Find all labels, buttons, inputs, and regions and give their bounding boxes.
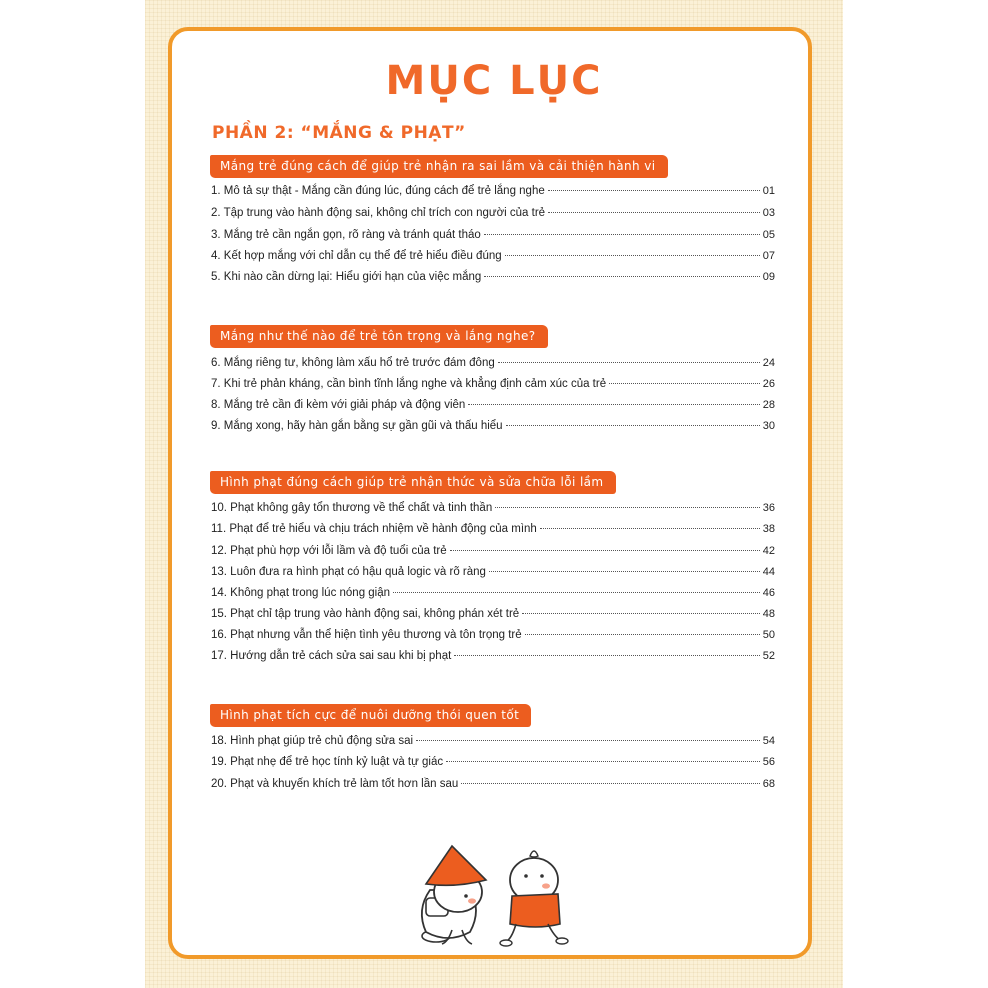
leader-dots [609, 383, 760, 384]
toc-entry[interactable] [211, 420, 775, 440]
leader-dots [548, 190, 760, 191]
toc-entry-page: 07 [762, 250, 775, 262]
toc-entry-text: 17. Hướng dẫn trẻ cách sửa sai sau khi bị phạt [211, 650, 452, 662]
toc-entry-page: 44 [762, 566, 775, 578]
leader-dots [522, 613, 760, 614]
mascot-illustration [408, 832, 578, 952]
section-banner: Hình phạt tích cực để nuôi dưỡng thói quen tốt [210, 704, 531, 727]
toc-entry[interactable] [211, 629, 775, 649]
toc-entry[interactable] [211, 399, 775, 419]
toc-entry[interactable] [211, 229, 775, 249]
toc-entry-page: 56 [762, 756, 775, 768]
section-banner: Mắng trẻ đúng cách để giúp trẻ nhận ra sai lầm và cải thiện hành vi [210, 155, 668, 178]
toc-entry[interactable] [211, 756, 775, 776]
leader-dots [454, 655, 759, 656]
toc-entry[interactable] [211, 523, 775, 543]
toc-entry-text: 4. Kết hợp mắng với chỉ dẫn cụ thể để trẻ hiểu điều đúng [211, 250, 502, 262]
leader-dots [489, 571, 760, 572]
toc-entry-page: 42 [762, 545, 775, 557]
toc-entry-page: 68 [762, 778, 775, 790]
toc-entry-page: 05 [762, 229, 775, 241]
leader-dots [498, 362, 760, 363]
toc-entry-text: 13. Luôn đưa ra hình phạt có hậu quả logic và rõ ràng [211, 566, 486, 578]
toc-entry[interactable] [211, 566, 775, 586]
toc-entry-page: 54 [762, 735, 775, 747]
leader-dots [450, 550, 760, 551]
leader-dots [484, 276, 759, 277]
section-banner: Hình phạt đúng cách giúp trẻ nhận thức và sửa chữa lỗi lầm [210, 471, 616, 494]
leader-dots [446, 761, 760, 762]
leader-dots [393, 592, 760, 593]
toc-entry-text: 6. Mắng riêng tư, không làm xấu hổ trẻ trước đám đông [211, 357, 495, 369]
leader-dots [468, 404, 759, 405]
toc-entry[interactable] [211, 587, 775, 607]
toc-entry-text: 12. Phạt phù hợp với lỗi lầm và độ tuổi của trẻ [211, 545, 447, 557]
toc-entry-page: 03 [762, 207, 775, 219]
leader-dots [495, 507, 760, 508]
section-banner: Mắng như thế nào để trẻ tôn trọng và lắng nghe? [210, 325, 548, 348]
toc-entry-text: 5. Khi nào cần dừng lại: Hiểu giới hạn của việc mắng [211, 271, 482, 283]
toc-entry-page: 38 [762, 523, 775, 535]
toc-entry-page: 36 [762, 502, 775, 514]
toc-entry-page: 26 [762, 378, 775, 390]
toc-entry[interactable] [211, 650, 775, 670]
toc-entry[interactable] [211, 608, 775, 628]
toc-entry-text: 10. Phạt không gây tổn thương về thể chất và tinh thần [211, 502, 493, 514]
toc-entry-page: 24 [762, 357, 775, 369]
leader-dots [461, 783, 759, 784]
leader-dots [416, 740, 760, 741]
toc-entry[interactable] [211, 545, 775, 565]
toc-entry-text: 11. Phạt để trẻ hiểu và chịu trách nhiệm về hành động của mình [211, 523, 537, 535]
toc-entry-page: 48 [762, 608, 775, 620]
toc-entry-page: 50 [762, 629, 775, 641]
toc-entry[interactable] [211, 250, 775, 270]
toc-entry-text: 14. Không phạt trong lúc nóng giận [211, 587, 391, 599]
leader-dots [506, 425, 760, 426]
toc-entry[interactable] [211, 357, 775, 377]
toc-entry-text: 15. Phạt chỉ tập trung vào hành động sai, không phán xét trẻ [211, 608, 520, 620]
toc-entry[interactable] [211, 185, 775, 205]
toc-entry[interactable] [211, 378, 775, 398]
leader-dots [540, 528, 760, 529]
toc-entry[interactable] [211, 271, 775, 291]
toc-entry-text: 9. Mắng xong, hãy hàn gắn bằng sự gần gũi và thấu hiểu [211, 420, 503, 432]
toc-entry-page: 30 [762, 420, 775, 432]
part-heading: PHẦN 2: “MẮNG & PHẠT” [212, 123, 466, 143]
mascot-with-cape [500, 851, 568, 946]
toc-entry-text: 3. Mắng trẻ cần ngắn gọn, rõ ràng và tránh quát tháo [211, 229, 481, 241]
toc-entry[interactable] [211, 778, 775, 798]
toc-entry-page: 09 [762, 271, 775, 283]
leader-dots [525, 634, 760, 635]
mascot-with-hat [422, 846, 486, 944]
leader-dots [484, 234, 760, 235]
toc-entry-page: 01 [762, 185, 775, 197]
toc-entry-text: 16. Phạt nhưng vẫn thể hiện tình yêu thương và tôn trọng trẻ [211, 629, 522, 641]
toc-entry[interactable] [211, 207, 775, 227]
toc-entry-text: 18. Hình phạt giúp trẻ chủ động sửa sai [211, 735, 414, 747]
toc-entry[interactable] [211, 502, 775, 522]
toc-entry-text: 1. Mô tả sự thật - Mắng cần đúng lúc, đúng cách để trẻ lắng nghe [211, 185, 545, 197]
toc-entry-page: 52 [762, 650, 775, 662]
leader-dots [505, 255, 760, 256]
toc-entry[interactable] [211, 735, 775, 755]
toc-entry-text: 7. Khi trẻ phản kháng, cần bình tĩnh lắng nghe và khẳng định cảm xúc của trẻ [211, 378, 607, 390]
toc-entry-text: 20. Phạt và khuyến khích trẻ làm tốt hơn lần sau [211, 778, 459, 790]
toc-entry-text: 2. Tập trung vào hành động sai, không chỉ trích con người của trẻ [211, 207, 546, 219]
page-title: MỤC LỤC [385, 58, 603, 104]
toc-entry-text: 19. Phạt nhẹ để trẻ học tính kỷ luật và tự giác [211, 756, 444, 768]
leader-dots [548, 212, 760, 213]
toc-entry-page: 46 [762, 587, 775, 599]
toc-entry-page: 28 [762, 399, 775, 411]
toc-entry-text: 8. Mắng trẻ cần đi kèm với giải pháp và động viên [211, 399, 466, 411]
